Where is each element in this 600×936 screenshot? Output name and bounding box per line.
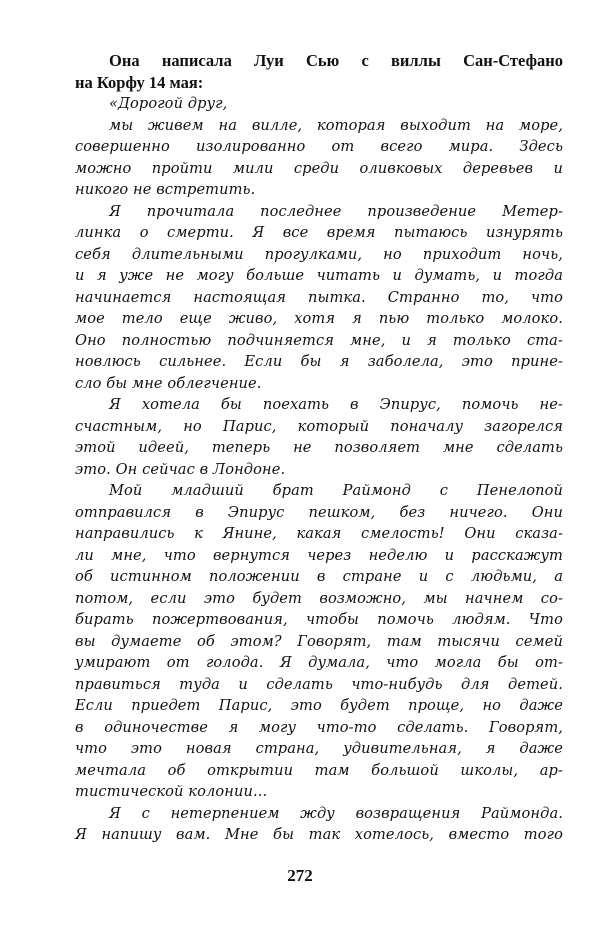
text-line: на Корфу 14 мая: (75, 72, 204, 92)
text-line: в одиночестве я могу что-то сделать. Говорят, (75, 718, 563, 736)
text-line: и я уже не могу больше читать и думать, и тогда (75, 267, 563, 284)
text-line: это. Он сейчас в Лондоне. (75, 460, 286, 478)
text-line: Оно полностью подчиняется мне, и я только ста- (75, 331, 563, 349)
text-line: ли мне, что вернутся через неделю и расскажут (75, 546, 563, 564)
text-line: мечтала об открытии там большой школы, ар- (75, 761, 563, 779)
text-line: новлюсь сильнее. Если бы я заболела, это прине- (75, 353, 563, 370)
page-body-text (75, 50, 563, 846)
text-line: Мой младший брат Раймонд с Пенелопой (109, 482, 563, 499)
text-line: об истинном положении в стране и с людьми, а (75, 568, 563, 585)
page-number: 272 (287, 866, 313, 885)
text-line: отправился в Эпирус пешком, без ничего. Они (75, 503, 563, 521)
text-line: правиться туда и сделать что-нибудь для детей. (75, 675, 563, 693)
text-line: счастным, но Парис, который поначалу загорелся (75, 417, 563, 435)
text-line: потом, если это будет возможно, мы начнем со- (75, 589, 563, 607)
text-line: Я хотела бы поехать в Эпирус, помочь не- (109, 396, 563, 413)
text-line: «Дорогой друг, (109, 95, 228, 112)
text-line: начинается настоящая пытка. Странно то, что (75, 288, 563, 306)
text-line: можно пройти мили среди оливковых деревьев и (75, 159, 563, 177)
text-line: мы живем на вилле, которая выходит на море, (109, 116, 563, 134)
text-line: Я прочитала последнее произведение Метер- (109, 202, 563, 220)
text-line: вы думаете об этом? Говорят, там тысячи семей (75, 632, 563, 650)
text-line: направились к Янине, какая смелость! Они сказа- (75, 525, 563, 542)
text-line: никого не встретить. (75, 181, 256, 198)
text-line: сло бы мне облегчение. (75, 374, 262, 392)
text-line: Она написала Луи Сью с виллы Сан-Стефано (109, 51, 563, 70)
text-line: совершенно изолированно от всего мира. Здесь (75, 138, 563, 155)
text-line: бирать пожертвования, чтобы помочь людям. Что (75, 611, 563, 628)
text-line: тистической колонии... (75, 783, 268, 800)
text-line: Если приедет Парис, это будет проще, но даже (75, 697, 563, 714)
text-line: линка о смерти. Я все время пытаюсь изнурять (75, 224, 563, 241)
text-line: Я с нетерпением жду возвращения Раймонда. (109, 804, 563, 822)
text-line: что это новая страна, удивительная, я даже (75, 740, 563, 757)
text-line: этой идеей, теперь не позволяет мне сделать (75, 439, 563, 456)
text-line: Я напишу вам. Мне бы так хотелось, вместо того (75, 826, 563, 843)
text-line: себя длительными прогулками, но приходит ночь, (75, 245, 563, 263)
text-line: умирают от голода. Я думала, что могла бы от- (75, 654, 563, 671)
text-line: мое тело еще живо, хотя я пью только молоко. (75, 310, 563, 327)
